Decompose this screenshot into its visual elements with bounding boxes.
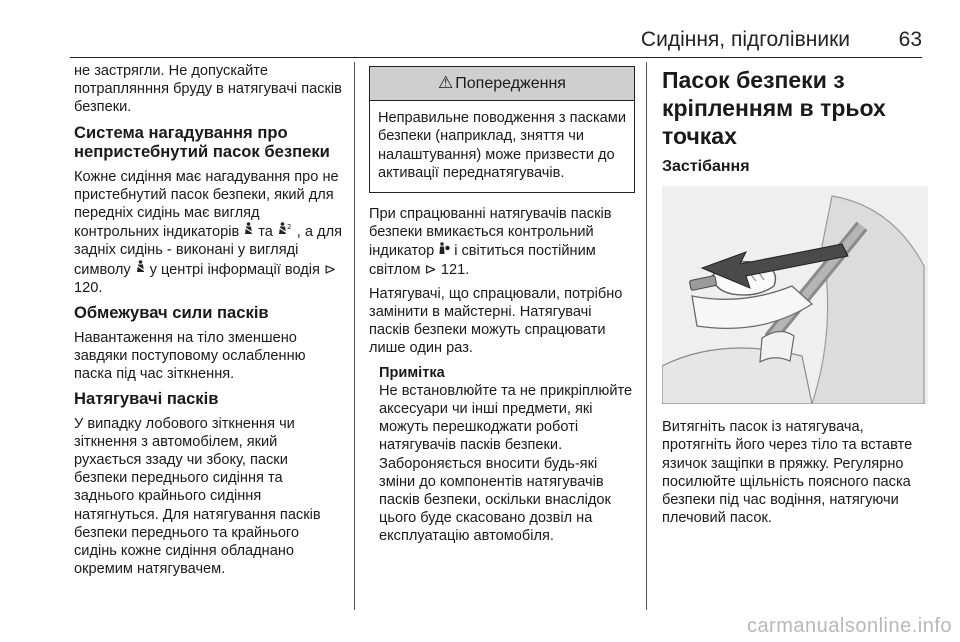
fastening-instructions: Витягніть пасок із натягувача, протягніть його через тіло та вставте язичок защіпки в пряжку. Регулярно посилюйте щільність поясного паска безпеки під час водіння, натягуючи плечовий пасок. [662,419,913,527]
warning-triangle-icon: ⚠ [438,73,454,92]
seatbelt-icon [243,223,258,239]
section-title-pretensioners: Натягувачі пасків [74,389,219,409]
page-ref-link[interactable]: 120. [74,279,103,296]
section-body-pretensioners: У випадку лобового зіткнення чи зіткнення з автомобілем, який рухається ззаду чи збоку, паски безпеки переднього сидіння та заднього крайнього сидіння натягнуться. Для натягування пасків безпеки переднього та крайнього сидінь кожне сидіння обладнано окремим натягувачем. [74,415,321,578]
page-ref-link[interactable]: 121. [440,261,470,278]
running-title: Сидіння, підголівники [640,28,850,51]
note-block [379,364,635,546]
pretensioner-indicator-text [369,205,635,279]
indicator-text-a: При спрацюванні натягувачів пасків безпеки вмикається контрольний індикатор [369,206,612,260]
page-header [0,0,960,60]
section-title-three-point-belt: Пасок безпеки з кріпленням в трьох точках [662,67,886,149]
warning-body: Неправильне поводження з пасками безпеки (наприклад, зняття чи налаштування) може призвести до активації переднатягувачів. [378,110,626,181]
column-divider [354,62,355,610]
pretensioner-replace-text: Натягувачі, що спрацювали, потрібно замінити в майстерні. Натягувачі пасків безпеки можуть спрацювати лише один раз. [369,285,623,357]
watermark: carmanualsonline.info [746,615,952,637]
airbag-indicator-icon [438,242,454,258]
section-body-reminder [74,168,344,297]
column-divider [646,62,647,610]
section-title-force-limiter: Обмежувач сили пасків [74,303,269,323]
page-ref-arrow-icon: ⊳ [424,261,437,278]
seatbelt-fastening-illustration [662,186,928,404]
page-ref-arrow-icon: ⊳ [323,261,337,278]
indicator-text-b: і світиться постійним світлом [369,243,596,278]
warning-header [370,67,634,101]
column-left [74,62,344,578]
page-number: 63 [898,28,922,51]
section-title-reminder: Система нагадування про непристебнутий пасок безпеки [74,122,330,162]
column-middle [369,62,635,546]
reminder-text-b: , а для задніх сидінь - виконані у вигляді символу [74,224,342,278]
section-body-force-limiter: Навантаження на тіло зменшено завдяки поступовому ослабленню паска під час зіткнення. [74,329,306,382]
warning-title: Попередження [455,75,566,92]
seatbelt-icon [135,261,150,277]
reminder-text-and: та [258,224,273,241]
reminder-text-c: у центрі інформації водія [149,261,320,278]
warning-box [369,66,635,193]
intro-text: не застрягли. Не допускайте потраплянння бруду в натягувачі пасків безпеки. [74,63,342,116]
svg-text:2: 2 [286,223,292,232]
header-rule [70,57,922,58]
subsection-title-fastening: Застібання [662,158,750,175]
seatbelt-rear-icon [277,223,297,239]
note-body: Не встановлюйте та не прикріплюйте аксесуари чи інші предмети, які можуть перешкоджати роботі натягувачів пасків безпеки. Забороняється вносити будь-які зміни до компонентів натягувачів пасків безпеки, оскільки внаслідок цього буде скасовано дозвіл на експлуатацію автомобіля. [379,382,633,545]
column-right [662,62,932,527]
reminder-text-a: Кожне сидіння має нагадування про не пристебнутий пасок безпеки, який для передніх сидінь має вигляд контрольних індикаторів [74,168,339,241]
note-label: Примітка [379,364,445,381]
